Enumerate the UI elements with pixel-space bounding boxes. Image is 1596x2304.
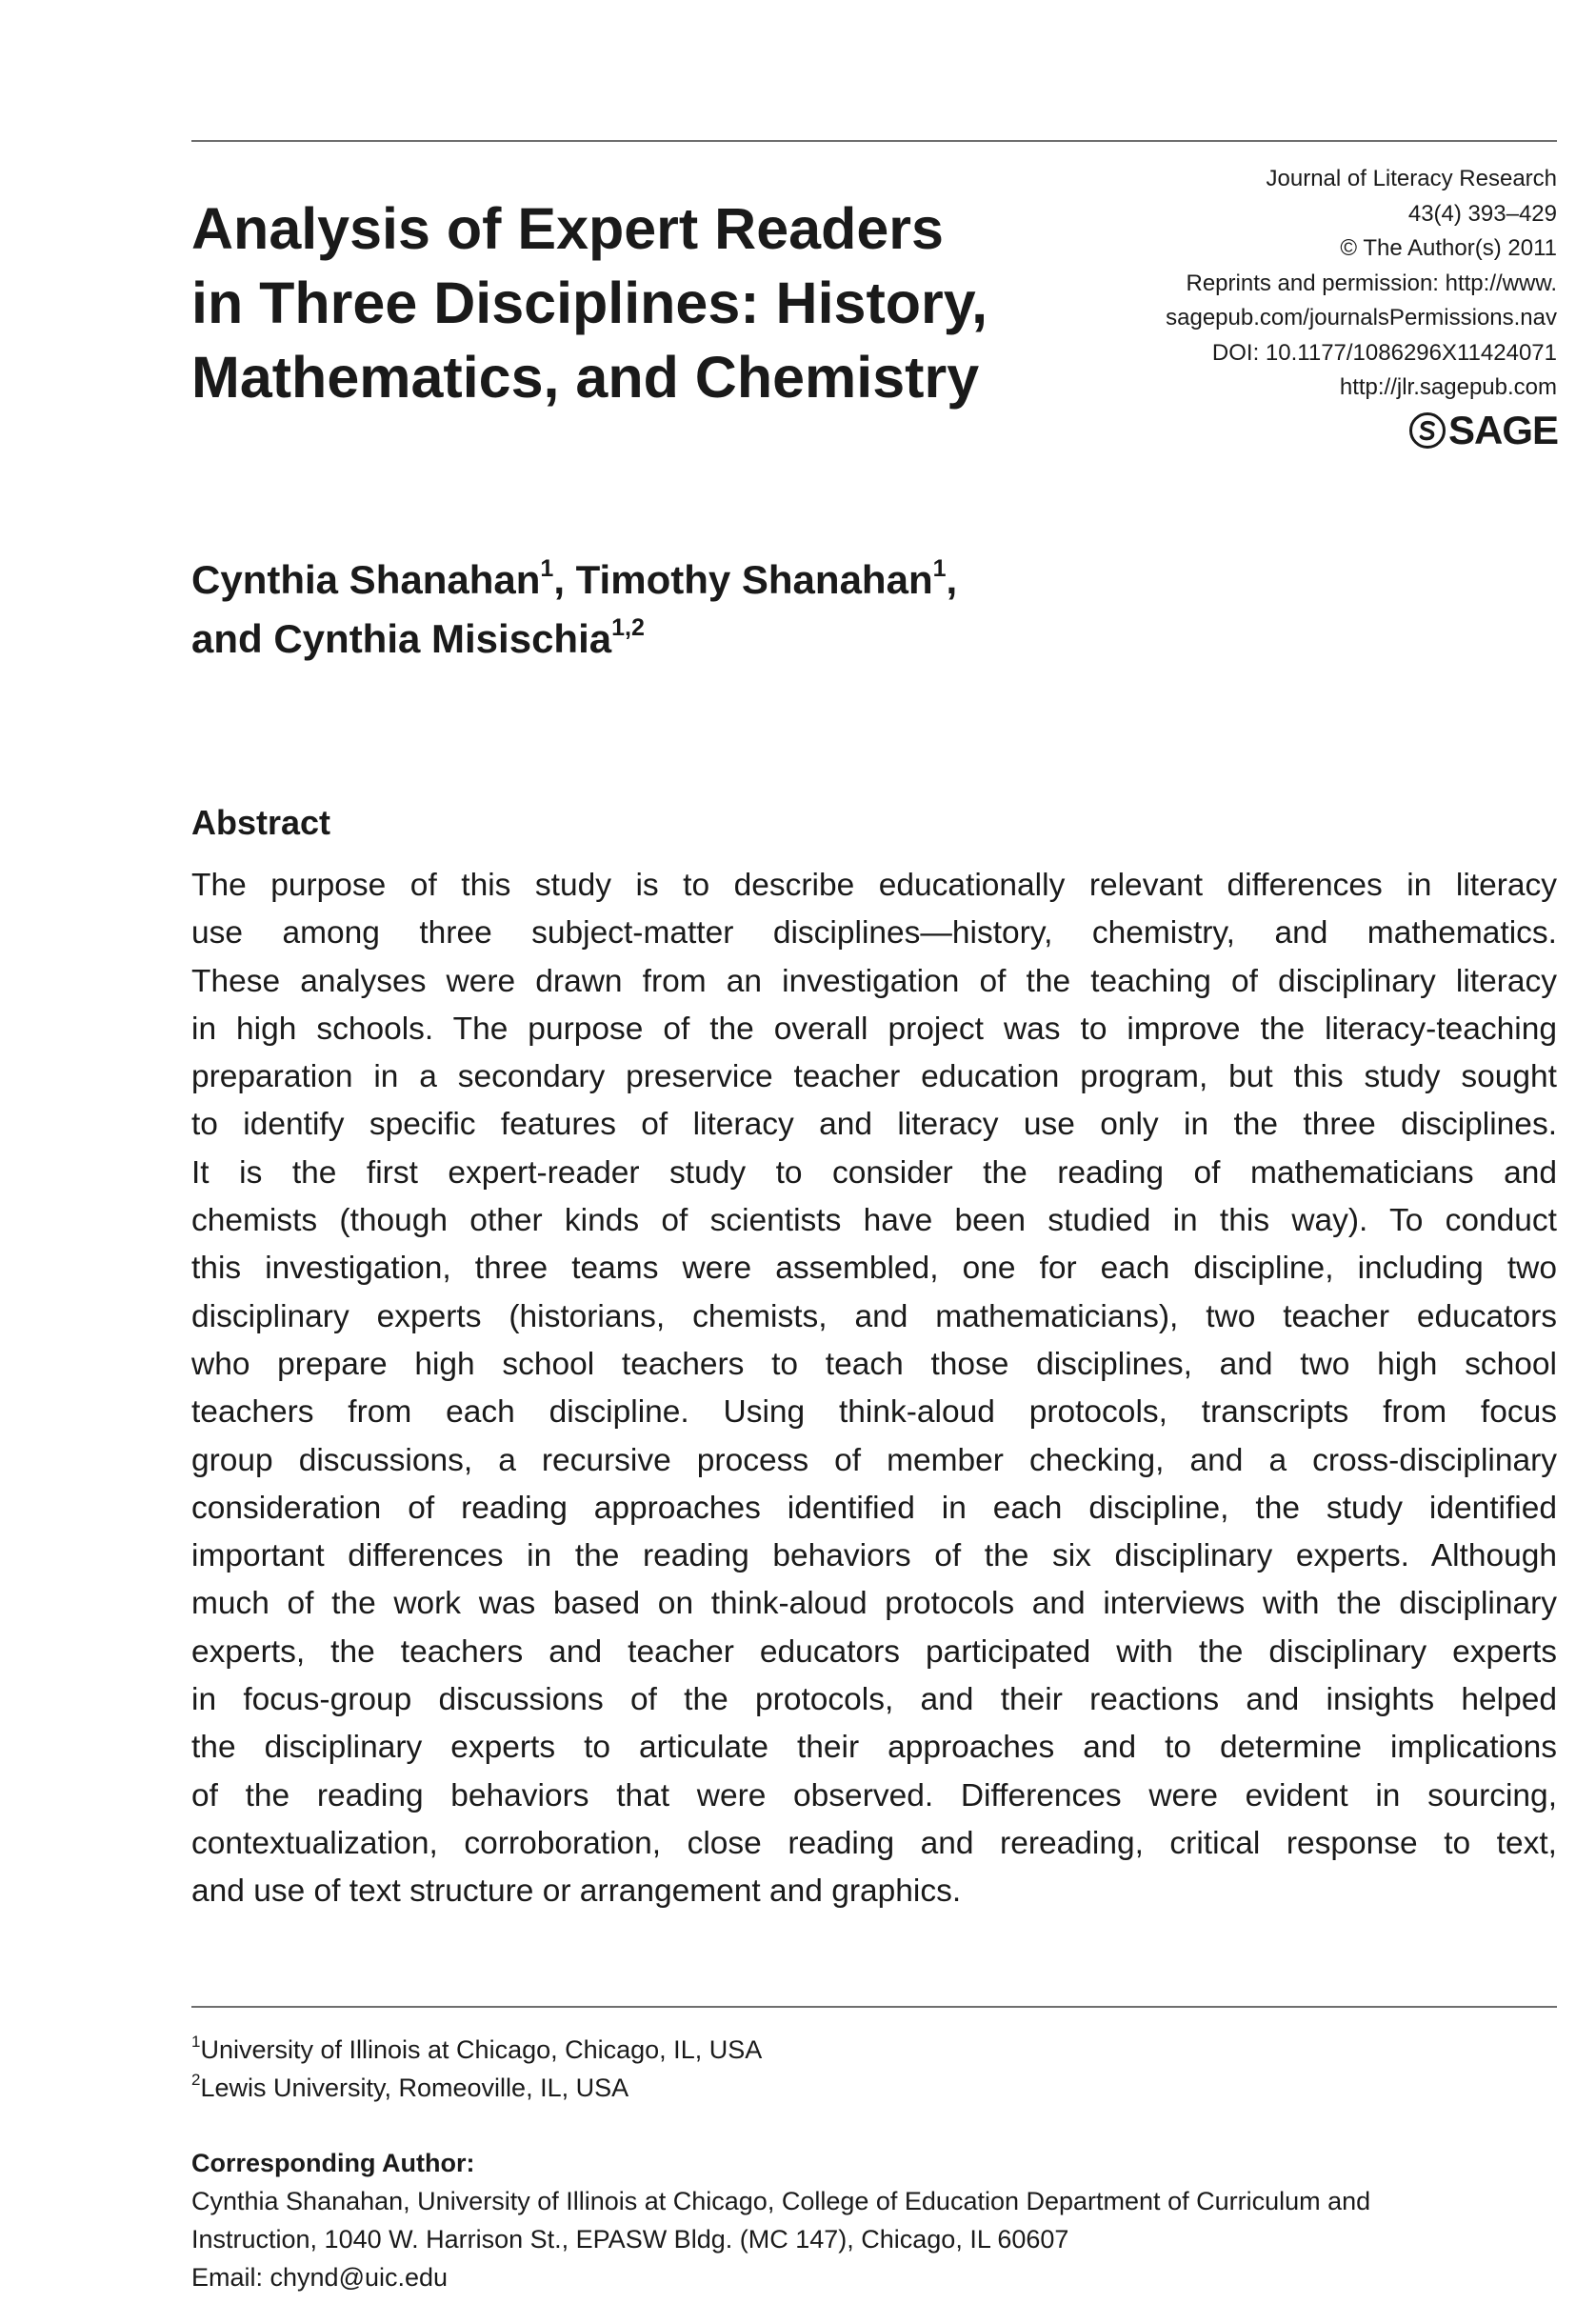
journal-volume-pages: 43(4) 393–429 (1407, 200, 1557, 227)
affiliation-number: 1 (191, 2033, 201, 2051)
header-rule (191, 140, 1557, 142)
affiliation-marker: 1 (932, 555, 947, 582)
title-line: Analysis of Expert Readers (191, 196, 944, 261)
affiliation-text: Lewis University, Romeoville, IL, USA (200, 2074, 629, 2102)
abstract-line: These analyses were drawn from an investigation of the teaching of disciplinary literacy (191, 963, 1557, 999)
author-name: Cynthia Shanahan (191, 557, 541, 602)
abstract-line: group discussions, a recursive process of member checking, and a cross-disciplinary (191, 1442, 1557, 1478)
abstract-line: much of the work was based on think-aloud protocols and interviews with the disciplinary (191, 1586, 1557, 1622)
author-line (191, 610, 1429, 669)
author-list (191, 551, 1429, 669)
abstract-line: contextualization, corroboration, close reading and rereading, critical response to text, (191, 1825, 1557, 1861)
affiliation-item (191, 2069, 1525, 2107)
author-name: Cynthia Misischia (273, 616, 612, 661)
sage-logo (1396, 407, 1558, 454)
abstract-line: chemists (though other kinds of scientists have been studied in this way). To conduct (191, 1203, 1557, 1239)
affiliations-block (191, 2031, 1525, 2107)
abstract-line: It is the first expert-reader study to consider the reading of mathematicians and (191, 1154, 1557, 1191)
abstract-line: and use of text structure or arrangement and graphics. (191, 1873, 962, 1910)
abstract-line: teachers from each discipline. Using think-aloud protocols, transcripts from focus (191, 1394, 1557, 1431)
corresponding-author-label: Corresponding Author: (191, 2149, 475, 2177)
abstract-line: in high schools. The purpose of the overall project was to improve the literacy-teaching (191, 1011, 1557, 1047)
abstract-line: of the reading behaviors that were observed. Differences were evident in sourcing, (191, 1777, 1557, 1813)
journal-info-block (971, 162, 1557, 406)
journal-url-line: http://jlr.sagepub.com (1339, 374, 1557, 400)
author-conjunction: and (191, 616, 274, 661)
abstract-line: disciplinary experts (historians, chemists, and mathematicians), two teacher educators (191, 1298, 1557, 1334)
affiliation-text: University of Illinois at Chicago, Chicago, IL, USA (200, 2035, 763, 2064)
abstract-line: to identify specific features of literacy and literacy use only in the three disciplines. (191, 1107, 1557, 1143)
abstract-line: important differences in the reading behaviors of the six disciplinary experts. Although (191, 1538, 1557, 1574)
sage-s-circle-icon (1409, 412, 1446, 449)
title-line: Mathematics, and Chemistry (191, 345, 980, 410)
footnote-rule (191, 2006, 1557, 2008)
author-line (191, 551, 1429, 610)
affiliation-marker: 1 (540, 555, 554, 582)
abstract-body (191, 862, 1557, 1916)
abstract-line: preparation in a secondary preservice teacher education program, but this study sought (191, 1059, 1557, 1095)
abstract-line: experts, the teachers and teacher educators participated with the disciplinary experts (191, 1633, 1557, 1670)
affiliation-number: 2 (191, 2071, 201, 2089)
corresponding-author-email: Email: chynd@uic.edu (191, 2263, 449, 2292)
journal-name: Journal of Literacy Research (1266, 166, 1557, 191)
author-separator: , (946, 557, 958, 602)
corresponding-author-line: Cynthia Shanahan, University of Illinois at Chicago, College of Education Department of Curriculum and (191, 2187, 1371, 2215)
reprints-line: Reprints and permission: http://www. (1186, 270, 1557, 296)
abstract-line: consideration of reading approaches identified in each discipline, the study identified (191, 1490, 1557, 1526)
abstract-line: the disciplinary experts to articulate their approaches and to determine implications (191, 1730, 1557, 1766)
reprints-url-line: sagepub.com/journalsPermissions.nav (1166, 305, 1557, 331)
corresponding-author-line: Instruction, 1040 W. Harrison St., EPASW Bldg. (MC 147), Chicago, IL 60607 (191, 2225, 1069, 2254)
affiliation-item (191, 2031, 1525, 2069)
author-name: Timothy Shanahan (575, 557, 933, 602)
sage-logo-text: SAGE (1447, 408, 1558, 452)
article-title (191, 191, 1096, 414)
title-line: in Three Disciplines: History, (191, 270, 988, 335)
author-separator: , (553, 557, 576, 602)
corresponding-author-block (191, 2144, 1557, 2296)
abstract-line: in focus-group discussions of the protocols, and their reactions and insights helped (191, 1682, 1557, 1718)
copyright-line: © The Author(s) 2011 (1340, 235, 1557, 261)
doi-line: DOI: 10.1177/1086296X11424071 (1211, 339, 1557, 366)
abstract-line: who prepare high school teachers to teach those disciplines, and two high school (191, 1346, 1557, 1382)
abstract-line: this investigation, three teams were assembled, one for each discipline, including two (191, 1251, 1557, 1287)
affiliation-marker: 1,2 (611, 614, 645, 641)
abstract-heading: Abstract (191, 803, 331, 842)
abstract-line: The purpose of this study is to describe educationally relevant differences in literacy (191, 868, 1557, 903)
abstract-line: use among three subject-matter disciplines—history, chemistry, and mathematics. (191, 915, 1557, 952)
